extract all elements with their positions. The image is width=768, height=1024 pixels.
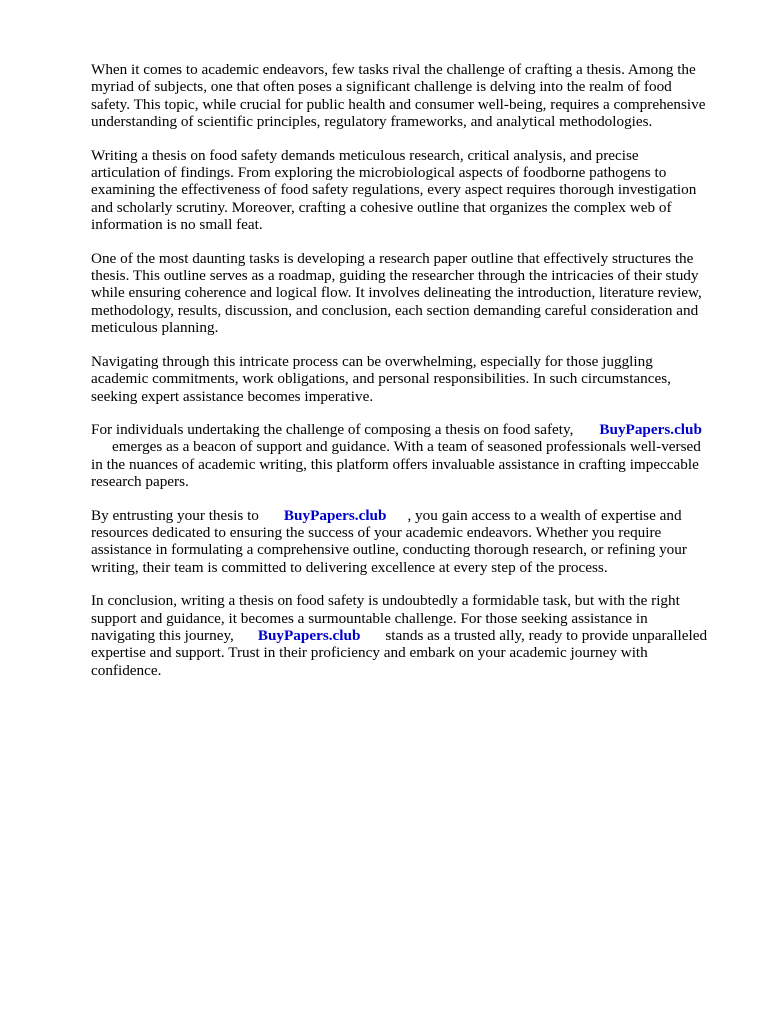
text-line: information is no small feat.: [91, 216, 263, 234]
text-line: examining the effectiveness of food safety regulations, every aspect requires thorough investigation: [91, 181, 697, 199]
text-line: confidence.: [91, 661, 162, 679]
buypapers-link[interactable]: BuyPapers.club: [599, 420, 702, 438]
buypapers-link[interactable]: BuyPapers.club: [283, 506, 387, 524]
text-line: When it comes to academic endeavors, few tasks rival the challenge of crafting a thesis. Among the: [91, 61, 696, 78]
text-line: methodology, results, discussion, and conclusion, each section demanding careful consideration and: [91, 301, 699, 319]
text-line: in the nuances of academic writing, this platform offers invaluable assistance in crafting impeccable: [91, 455, 699, 473]
text-line: [91, 627, 721, 644]
paragraph-entrusting: [91, 507, 721, 577]
paragraph-conclusion: [91, 592, 721, 679]
text-line: [91, 421, 721, 438]
paragraph-individuals: [91, 421, 721, 491]
text-line: expertise and support. Trust in their proficiency and embark on your academic journey with: [91, 644, 648, 662]
text-line: articulation of findings. From exploring the microbiological aspects of foodborne pathogens to: [91, 164, 667, 182]
text-line: Writing a thesis on food safety demands meticulous research, critical analysis, and precise: [91, 146, 639, 164]
text-segment: navigating this journey,: [91, 626, 234, 644]
text-line: assistance in formulating a comprehensive outline, conducting thorough research, or refining your: [91, 541, 687, 559]
text-line: and scholarly scrutiny. Moreover, crafting a cohesive outline that organizes the complex web of: [91, 198, 672, 216]
text-line: thesis. This outline serves as a roadmap, guiding the researcher through the intricacies of their study: [91, 267, 699, 285]
text-line: safety. This topic, while crucial for public health and consumer well-being, requires a comprehensive: [91, 95, 706, 113]
text-line: Navigating through this intricate process can be overwhelming, especially for those juggling: [91, 352, 653, 370]
document-page: [91, 61, 721, 695]
text-line: academic commitments, work obligations, and personal responsibilities. In such circumstances,: [91, 370, 671, 388]
text-line: while ensuring coherence and logical flow. It involves delineating the introduction, literature review,: [91, 284, 702, 302]
text-segment: By entrusting your thesis to: [91, 506, 259, 524]
text-line: [91, 507, 721, 524]
text-line: In conclusion, writing a thesis on food safety is undoubtedly a formidable task, but with the right: [91, 592, 680, 610]
paragraph-writing: [91, 147, 721, 234]
text-line: emerges as a beacon of support and guidance. With a team of seasoned professionals well-versed: [112, 438, 701, 456]
text-line: understanding of scientific principles, regulatory frameworks, and analytical methodologies.: [91, 113, 653, 131]
buypapers-link[interactable]: BuyPapers.club: [257, 626, 361, 644]
paragraph-navigating: [91, 353, 721, 405]
text-line: myriad of subjects, one that often poses a significant challenge is delving into the realm of food: [91, 78, 672, 96]
text-line: writing, their team is committed to delivering excellence at every step of the process.: [91, 558, 608, 576]
text-segment: For individuals undertaking the challenge of composing a thesis on food safety,: [91, 420, 574, 438]
text-segment: stands as a trusted ally, ready to provide unparalleled: [385, 626, 708, 644]
text-segment: , you gain access to a wealth of expertise and: [407, 506, 682, 524]
text-line: research papers.: [91, 473, 189, 491]
text-line: One of the most daunting tasks is developing a research paper outline that effectively structures the: [91, 249, 694, 267]
text-line: resources dedicated to ensuring the success of your academic endeavors. Whether you require: [91, 523, 662, 541]
text-line: seeking expert assistance becomes imperative.: [91, 387, 374, 405]
paragraph-intro: [91, 61, 721, 131]
text-line: meticulous planning.: [91, 319, 219, 337]
text-line: support and guidance, it becomes a surmountable challenge. For those seeking assistance in: [91, 609, 648, 627]
paragraph-outline: [91, 250, 721, 337]
